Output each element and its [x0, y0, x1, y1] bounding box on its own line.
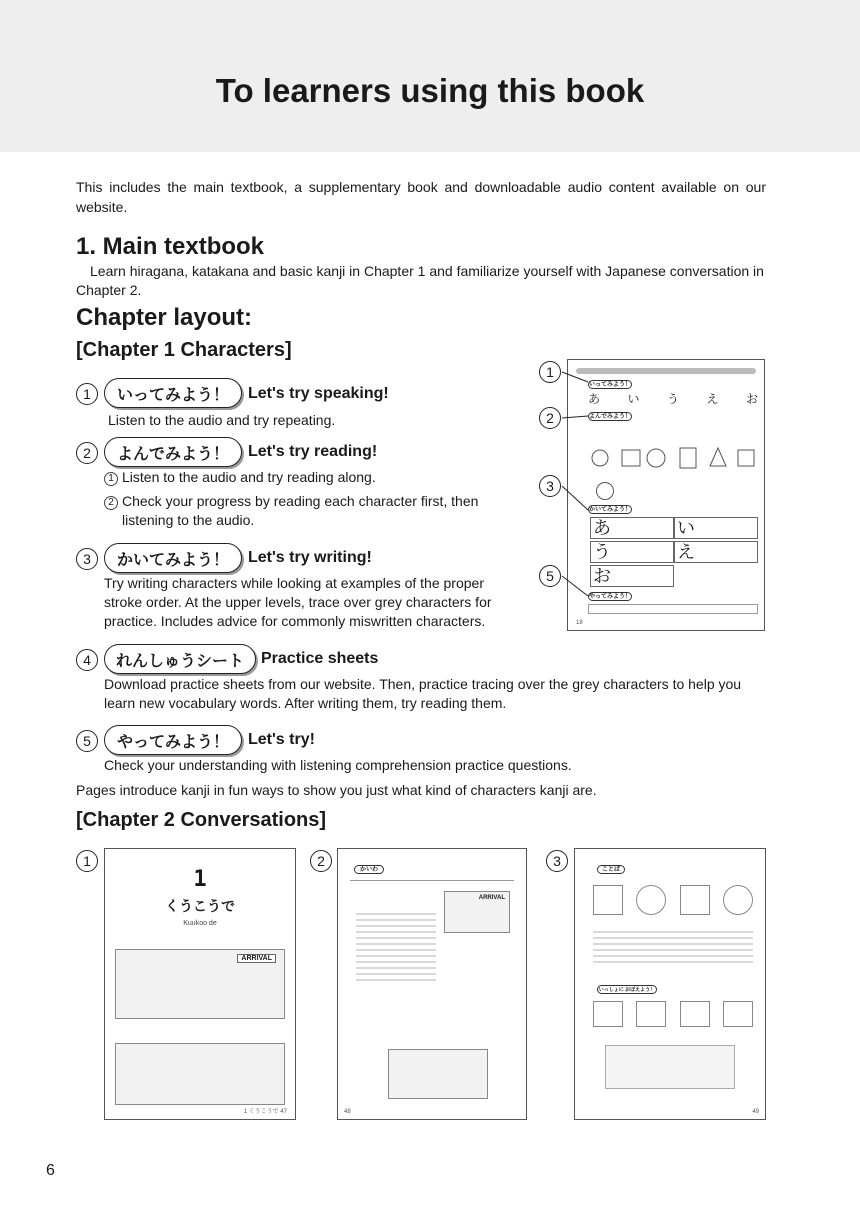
- item-title-1: Let's try speaking!: [248, 385, 389, 402]
- sample-big-a: あ: [590, 517, 674, 539]
- item-label-jp-5: やってみよう！: [104, 725, 242, 755]
- sample-kana-u: う: [666, 392, 679, 406]
- sample-answer-row: [588, 604, 758, 614]
- sample-writing-grid: [590, 517, 758, 587]
- section-heading-main-textbook: 1. Main textbook: [76, 233, 265, 260]
- thumb2-arrival-sign: ARRIVAL: [478, 895, 505, 901]
- thumb-number-1: 1: [76, 850, 98, 872]
- item-label-jp-4: れんしゅうシート: [104, 644, 256, 674]
- sample-label-5: やってみよう！: [589, 594, 632, 600]
- sample-top-bar: [576, 368, 756, 374]
- section-text-main-textbook: Learn hiragana, katakana and basic kanji in Chapter 1 and familiarize yourself with Japanese conversation in Chapter 2.: [76, 263, 764, 298]
- item-desc-1: Listen to the audio and try repeating.: [108, 412, 336, 428]
- sub-number-1: 1: [104, 472, 118, 486]
- thumb3-icons: [593, 885, 753, 921]
- item-label-jp-1: いってみよう！: [104, 378, 242, 408]
- thumb1-scene-1: [115, 949, 285, 1019]
- thumb3-label-2: いっしょに おぼえよう！: [598, 987, 656, 993]
- sample-kana-a: あ: [588, 392, 601, 406]
- thumb2-page-number: 48: [344, 1109, 351, 1115]
- sample-label-3: かいてみよう！: [589, 507, 632, 513]
- item-desc-4: Download practice sheets from our website. Then, practice tracing over the grey characters to help you learn new vocabulary words. After writing them, try reading them.: [104, 676, 742, 711]
- thumb2-rule: [350, 880, 514, 881]
- sample-picture-row: [588, 436, 758, 486]
- intro-text: This includes the main textbook, a supplementary book and downloadable audio content available on our website.: [76, 179, 766, 215]
- thumb1-footer: 1 くうこうで 47: [243, 1109, 287, 1115]
- thumb1-arrival-sign: ARRIVAL: [237, 954, 276, 963]
- item-title-4: Practice sheets: [261, 650, 379, 667]
- callout-leader-lines: [560, 360, 600, 610]
- thumb2-label: かいわ: [354, 865, 384, 874]
- thumb1-title: くうこうで: [165, 898, 235, 914]
- item-label-jp-3: かいてみよう！: [104, 543, 242, 573]
- thumb2-scene-1: [444, 891, 510, 933]
- chapter2-thumb-vocabulary: [574, 848, 766, 1120]
- chapter2-heading: [Chapter 2 Conversations]: [76, 809, 327, 831]
- item-number-2: 2: [76, 442, 98, 464]
- thumb3-page-number: 49: [752, 1109, 759, 1115]
- sample-kana-o: お: [745, 392, 758, 406]
- thumb2-dialogue-lines: [356, 909, 436, 985]
- sample-big-e: え: [674, 541, 758, 563]
- callout-number-5: 5: [539, 565, 561, 587]
- kanji-note: Pages introduce kanji in fun ways to show you just what kind of characters kanji are.: [76, 782, 597, 798]
- chapter2-thumb-title-page: [104, 848, 296, 1120]
- thumb-number-3: 3: [546, 850, 568, 872]
- sample-page-number: 18: [576, 620, 583, 626]
- item-title-5: Let's try!: [248, 731, 315, 748]
- thumb1-chapter-number: 1: [193, 867, 207, 892]
- thumb1-romaji: Kuukoo de: [183, 920, 217, 927]
- item-number-5: 5: [76, 730, 98, 752]
- sample-big-u: う: [590, 541, 674, 563]
- page-number: 6: [46, 1162, 55, 1179]
- item-desc-3: Try writing characters while looking at examples of the proper stroke order. At the upper levels, trace over grey characters for practice. Includes advice for commonly miswritten characters.: [104, 575, 492, 629]
- item-desc-2b-text: Check your progress by reading each character first, then listening to the audio.: [122, 493, 479, 528]
- sub-number-2: 2: [104, 496, 118, 510]
- sample-kana-i: い: [627, 392, 640, 406]
- callout-number-2: 2: [539, 407, 561, 429]
- item-desc-2a-text: Listen to the audio and try reading along.: [122, 469, 376, 485]
- item-number-3: 3: [76, 548, 98, 570]
- sample-label-2: よんでみよう！: [589, 414, 632, 420]
- item-number-1: 1: [76, 383, 98, 405]
- chapter1-heading: [Chapter 1 Characters]: [76, 339, 292, 361]
- sample-kana-row: [588, 390, 758, 407]
- item-title-3: Let's try writing!: [248, 549, 372, 566]
- thumb3-label-1: ことば: [597, 865, 625, 874]
- page-title: To learners using this book: [215, 72, 645, 109]
- thumb-number-2: 2: [310, 850, 332, 872]
- sample-big-i: い: [674, 517, 758, 539]
- item-desc-5: Check your understanding with listening comprehension practice questions.: [104, 757, 572, 773]
- thumb3-word-table: [593, 927, 753, 967]
- sample-label-1: いってみよう！: [589, 382, 632, 388]
- item-title-2: Let's try reading!: [248, 443, 378, 460]
- item-label-jp-2: よんでみよう！: [104, 437, 242, 467]
- chapter2-thumb-conversation: [337, 848, 527, 1120]
- sample-big-o: お: [590, 565, 674, 587]
- thumb1-scene-2: [115, 1043, 285, 1105]
- item-desc-2b: [104, 492, 504, 530]
- callout-number-1: 1: [539, 361, 561, 383]
- header-band: [0, 0, 860, 152]
- thumb2-scene-2: [388, 1049, 488, 1099]
- thumb3-scene: [605, 1045, 735, 1089]
- item-desc-2a: [104, 468, 504, 487]
- item-number-4: 4: [76, 649, 98, 671]
- chapter-layout-heading: Chapter layout:: [76, 304, 253, 331]
- thumb3-places: [593, 1001, 753, 1031]
- sample-kana-e: え: [706, 392, 719, 406]
- callout-number-3: 3: [539, 475, 561, 497]
- sample-pictures: [588, 436, 758, 486]
